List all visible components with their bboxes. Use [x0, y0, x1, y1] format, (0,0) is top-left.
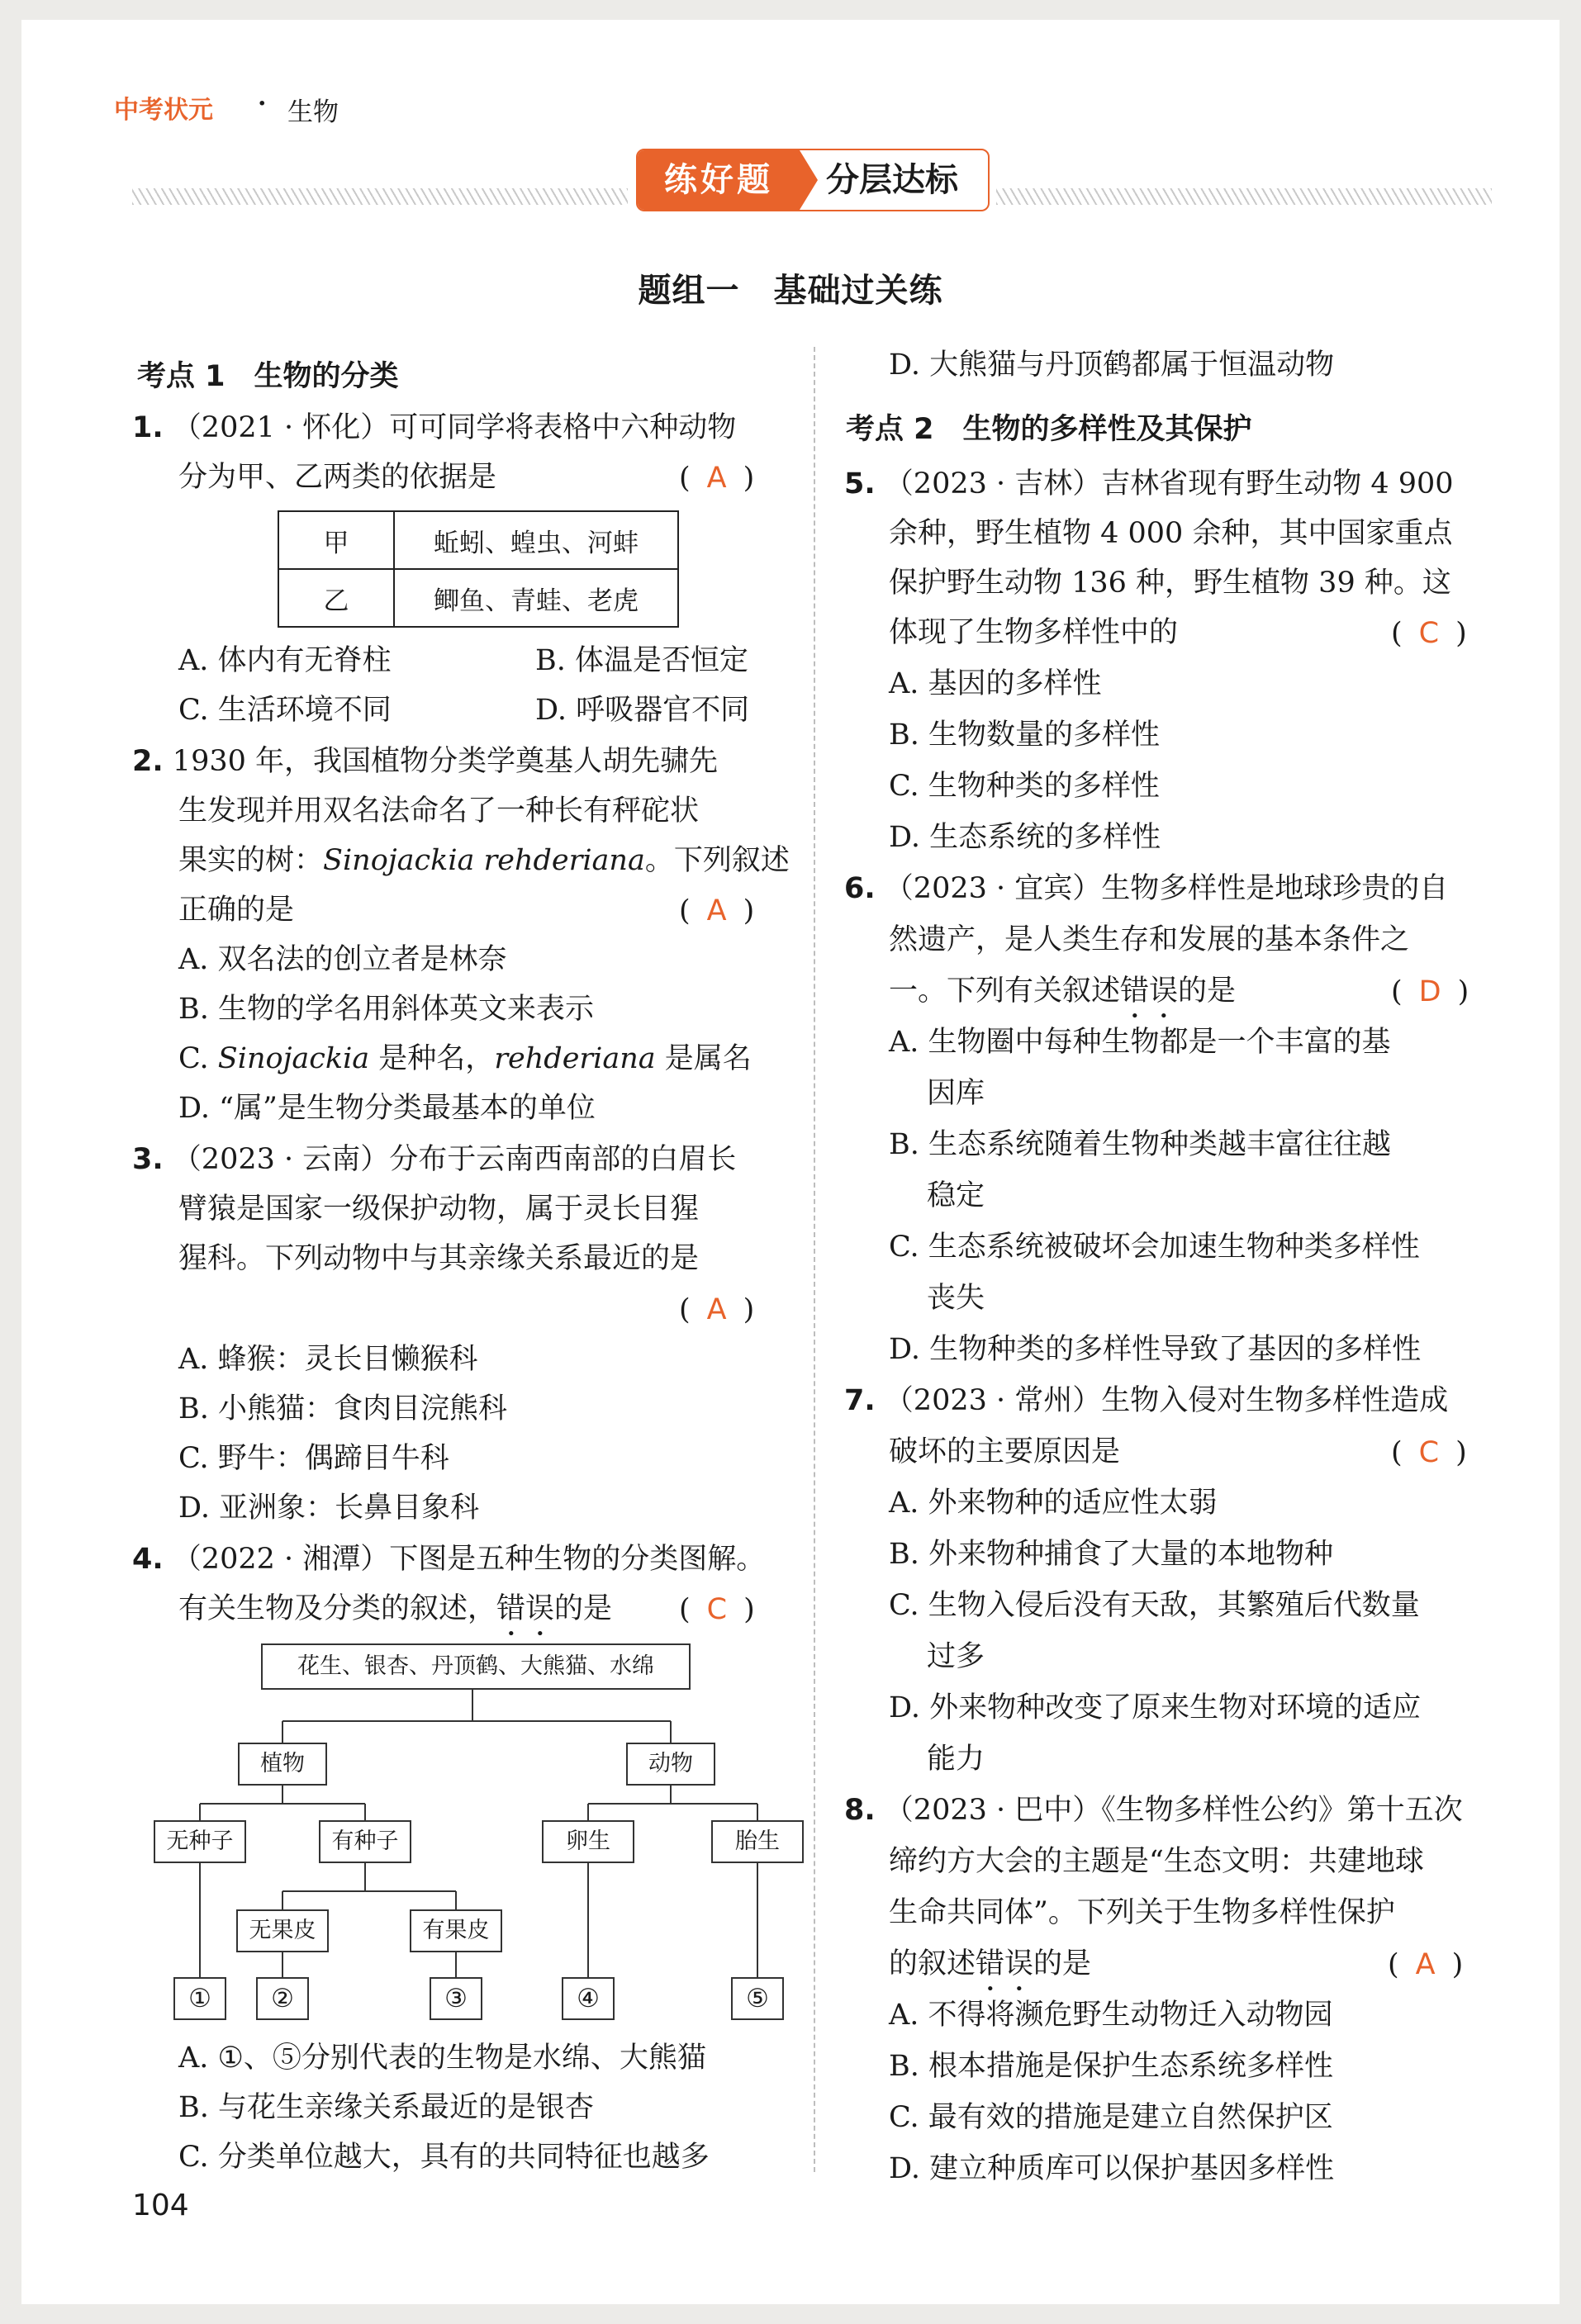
q7-number: 7.: [844, 1384, 876, 1417]
q6-option-b-line1: B. 生态系统随着生物种类越丰富往往越: [889, 1128, 1391, 1161]
column-divider: [814, 347, 815, 2172]
q2-line3: [178, 842, 790, 880]
q3-option-d: D. 亚洲象：长鼻目象科: [178, 1492, 480, 1525]
q2-optc-suffix: 是属名: [655, 1042, 752, 1075]
q4-line2: [178, 1591, 612, 1643]
q8-line1: [844, 1792, 1463, 1829]
banner-arrow: [800, 150, 818, 210]
tree-node-viviparous: 胎生: [711, 1820, 804, 1863]
q5-option-a: A. 基因的多样性: [889, 667, 1102, 700]
q2-option-d: D. “属”是生物分类最基本的单位: [178, 1092, 596, 1125]
table-cell-label: 甲: [278, 511, 394, 569]
q1-answer: ( A ): [679, 462, 755, 495]
table-cell-items: 鲫鱼、青蛙、老虎: [394, 569, 678, 627]
q6-option-c-line2: 丧失: [927, 1282, 985, 1315]
decor-stripe-left: [132, 188, 628, 205]
table-cell-items: 蚯蚓、蝗虫、河蚌: [394, 511, 678, 569]
q3-number: 3.: [132, 1143, 164, 1176]
q2-option-a: A. 双名法的创立者是林奈: [178, 943, 507, 976]
q1-option-a: A. 体内有无脊柱: [178, 644, 392, 677]
q5-option-d: D. 生态系统的多样性: [889, 821, 1161, 854]
q7-text1: （2023 · 常州）生物入侵对生物多样性造成: [884, 1384, 1449, 1417]
q2-option-b: B. 生物的学名用斜体英文来表示: [178, 993, 594, 1026]
q6-option-a-line1: A. 生物圈中每种生物都是一个丰富的基: [889, 1026, 1391, 1059]
q2-optc-genus: Sinojackia: [217, 1042, 370, 1075]
q2-optc-mid: 是种名，: [369, 1042, 495, 1075]
tree-node-seed: 有种子: [319, 1820, 411, 1863]
section-banner: [636, 149, 990, 211]
q2-line2: 生发现并用双名法命名了一种长有秤砣状: [178, 794, 700, 828]
q7-option-c-line1: C. 生物入侵后没有天敌，其繁殖后代数量: [889, 1589, 1420, 1622]
q1-option-b: B. 体温是否恒定: [535, 644, 748, 677]
q2-text3b: 。下列叙述: [644, 844, 790, 877]
table-row: [278, 511, 678, 569]
q8-answer: ( A ): [1388, 1948, 1464, 1981]
q8-text1: （2023 · 巴中）《生物多样性公约》第十五次: [884, 1794, 1463, 1827]
q2-answer-value: A: [706, 894, 727, 927]
q4-option-d: D. 大熊猫与丹顶鹤都属于恒温动物: [889, 349, 1335, 382]
q2-scientific-name: Sinojackia rehderiana: [323, 844, 645, 877]
tree-node-pericarp: 有果皮: [410, 1909, 502, 1952]
q6-text3b: 的是: [1178, 975, 1237, 1008]
q3-answer-value: A: [706, 1293, 727, 1326]
q3-option-b: B. 小熊猫：食肉目浣熊科: [178, 1392, 507, 1425]
q1-line2: 分为甲、乙两类的依据是: [178, 461, 497, 494]
q8-line4: [889, 1946, 1091, 1998]
q7-option-c-line2: 过多: [927, 1640, 985, 1673]
q2-optc-species: rehderiana: [494, 1042, 656, 1075]
q6-option-c-line1: C. 生态系统被破坏会加速生物种类多样性: [889, 1231, 1420, 1264]
q4-option-c: C. 分类单位越大，具有的共同特征也越多: [178, 2141, 710, 2174]
q4-emphasis-wrong: 错误: [496, 1592, 555, 1625]
q3-option-a: A. 蜂猴：灵长目懒猴科: [178, 1343, 478, 1376]
tree-leaf-1: ①: [173, 1977, 226, 2020]
tree-leaf-2: ②: [256, 1977, 309, 2020]
q6-emphasis-wrong: 错误: [1120, 975, 1179, 1008]
q7-option-d-line1: D. 外来物种改变了原来生物对环境的适应: [889, 1691, 1422, 1724]
q4-option-a: A. ①、⑤分别代表的生物是水绵、大熊猫: [178, 2042, 706, 2075]
q6-line2: 然遗产，是人类生存和发展的基本条件之: [889, 923, 1410, 956]
q2-line1: [132, 743, 718, 780]
banner-right-label: 分层达标: [826, 161, 958, 199]
q1-option-c: C. 生活环境不同: [178, 694, 392, 727]
q8-option-d: D. 建立种质库可以保护基因多样性: [889, 2152, 1335, 2185]
q4-option-b: B. 与花生亲缘关系最近的是银杏: [178, 2091, 594, 2124]
q6-text1: （2023 · 宜宾）生物多样性是地球珍贵的自: [884, 872, 1449, 905]
q1-table: [278, 510, 679, 628]
q2-optc-prefix: C.: [178, 1042, 218, 1075]
brand-logo: 中考状元: [114, 96, 213, 125]
q5-line1: [844, 466, 1454, 503]
q4-text2b: 的是: [554, 1592, 613, 1625]
q8-option-b: B. 根本措施是保护生态系统多样性: [889, 2050, 1333, 2083]
q2-text3a: 果实的树：: [178, 844, 324, 877]
group-title: 题组一 基础过关练: [638, 272, 943, 310]
q2-text1: 1930 年，我国植物分类学奠基人胡先骕先: [172, 745, 718, 778]
q5-line4: 体现了生物多样性中的: [889, 616, 1179, 649]
q5-line3: 保护野生动物 136 种，野生植物 39 种。这: [889, 567, 1451, 600]
q2-line4: 正确的是: [178, 894, 295, 927]
q4-number: 4.: [132, 1543, 164, 1576]
q5-answer-value: C: [1418, 617, 1440, 650]
q8-answer-value: A: [1415, 1948, 1436, 1981]
tree-root-box: 花生、银杏、丹顶鹤、大熊猫、水绵: [261, 1643, 691, 1690]
q1-text1: （2021 · 怀化）可可同学将表格中六种动物: [172, 411, 737, 444]
q2-option-c: [178, 1041, 752, 1078]
q6-option-b-line2: 稳定: [927, 1179, 985, 1212]
q8-number: 8.: [844, 1794, 876, 1827]
q6-option-d: D. 生物种类的多样性导致了基因的多样性: [889, 1333, 1422, 1366]
q4-answer: ( C ): [679, 1593, 755, 1626]
q5-option-c: C. 生物种类的多样性: [889, 770, 1160, 803]
q4-text2a: 有关生物及分类的叙述，: [178, 1592, 497, 1625]
q8-text4b: 的是: [1033, 1947, 1092, 1980]
q3-line1: [132, 1141, 736, 1179]
table-cell-label: 乙: [278, 569, 394, 627]
q6-line3: [889, 973, 1236, 1025]
tree-node-noseed: 无种子: [154, 1820, 246, 1863]
q4-tree-lines: [149, 1643, 809, 2032]
tree-leaf-3: ③: [430, 1977, 482, 2020]
q6-line1: [844, 870, 1448, 908]
q7-option-a: A. 外来物种的适应性太弱: [889, 1487, 1218, 1520]
header-separator: ·: [258, 89, 267, 118]
q1-line1: [132, 410, 736, 447]
subject-label: 生物: [287, 97, 339, 127]
q1-number: 1.: [132, 411, 164, 444]
q7-answer: ( C ): [1391, 1436, 1467, 1469]
q8-text4a: 的叙述: [889, 1947, 976, 1980]
q6-answer: ( D ): [1391, 975, 1469, 1008]
q3-line3: 猩科。下列动物中与其亲缘关系最近的是: [178, 1242, 700, 1275]
q8-line2: 缔约方大会的主题是“生态文明：共建地球: [889, 1845, 1424, 1878]
tree-node-plant: 植物: [238, 1743, 327, 1786]
page-number: 104: [132, 2189, 189, 2222]
decor-stripe-right: [996, 188, 1492, 205]
q4-text1: （2022 · 湘潭）下图是五种生物的分类图解。: [172, 1543, 766, 1576]
q1-answer-value: A: [706, 462, 727, 495]
q8-line3: 生命共同体”。下列关于生物多样性保护: [889, 1896, 1395, 1929]
tree-node-nopericarp: 无果皮: [236, 1909, 329, 1952]
q8-emphasis-wrong: 错误: [976, 1947, 1034, 1980]
tree-leaf-5: ⑤: [731, 1977, 784, 2020]
q5-text1: （2023 · 吉林）吉林省现有野生动物 4 900: [884, 467, 1454, 500]
q6-option-a-line2: 因库: [927, 1077, 985, 1110]
q7-option-b: B. 外来物种捕食了大量的本地物种: [889, 1538, 1333, 1571]
tree-node-oviparous: 卵生: [542, 1820, 634, 1863]
kp2-heading: 考点 2 生物的多样性及其保护: [846, 413, 1252, 446]
q4-line1: [132, 1541, 765, 1578]
q2-number: 2.: [132, 745, 164, 778]
kp1-heading: 考点 1 生物的分类: [137, 360, 399, 393]
q6-answer-value: D: [1418, 975, 1441, 1008]
banner-left-label: 练好题: [638, 150, 800, 210]
tree-node-animal: 动物: [626, 1743, 715, 1786]
q3-answer: ( A ): [679, 1293, 755, 1326]
q2-answer: ( A ): [679, 894, 755, 927]
q5-number: 5.: [844, 467, 876, 500]
tree-leaf-4: ④: [562, 1977, 615, 2020]
q6-number: 6.: [844, 872, 876, 905]
q1-option-d: D. 呼吸器官不同: [535, 694, 750, 727]
q3-option-c: C. 野牛：偶蹄目牛科: [178, 1442, 449, 1475]
q5-answer: ( C ): [1391, 617, 1467, 650]
q3-line2: 臂猿是国家一级保护动物，属于灵长目猩: [178, 1193, 700, 1226]
q4-answer-value: C: [706, 1593, 728, 1626]
q3-text1: （2023 · 云南）分布于云南西南部的白眉长: [172, 1143, 737, 1176]
q7-answer-value: C: [1418, 1436, 1440, 1469]
q8-option-a: A. 不得将濒危野生动物迁入动物园: [889, 1999, 1333, 2032]
q7-line2: 破坏的主要原因是: [889, 1435, 1121, 1468]
q7-line1: [844, 1383, 1448, 1420]
q8-option-c: C. 最有效的措施是建立自然保护区: [889, 2101, 1333, 2134]
q5-option-b: B. 生物数量的多样性: [889, 719, 1160, 752]
q6-text3a: 一。下列有关叙述: [889, 975, 1121, 1008]
q5-line2: 余种，野生植物 4 000 余种，其中国家重点: [889, 517, 1453, 550]
table-row: [278, 569, 678, 627]
q7-option-d-line2: 能力: [927, 1743, 985, 1776]
